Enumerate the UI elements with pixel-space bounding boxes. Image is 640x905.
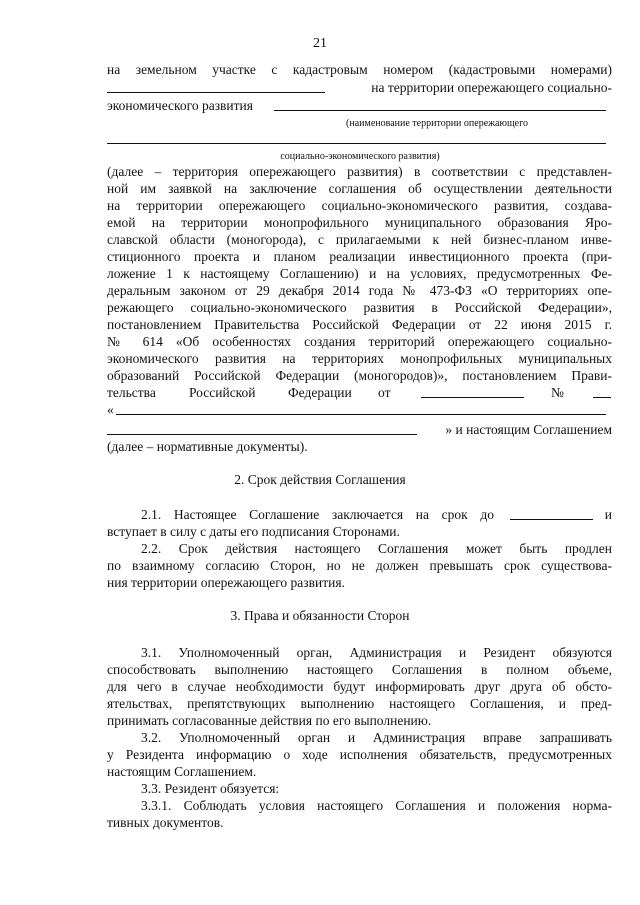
decree-word: Федерации (288, 385, 352, 400)
body-line: емой на территории монопрофильного муниципального образования Яро- (107, 215, 612, 230)
clause-2-2-line: ния территории опережающего развития. (107, 575, 345, 590)
decree-word: от (378, 385, 391, 400)
blank-line (116, 414, 606, 415)
intro-line-2: на территории опережающего социально- (371, 80, 612, 95)
body-line: на территории опережающего социально-экономического развития, создава- (107, 198, 612, 213)
body-line: ной им заявкой на заключение соглашения об осуществлении деятельности (107, 181, 612, 196)
body-line: стиционного проекта и планом реализации инвестиционного проекта (при- (107, 249, 612, 264)
clause-2-2-line: по взаимному согласию Сторон, но не должен превышать срок существова- (107, 558, 612, 573)
clause-3-3-1-line: тивных документов. (107, 815, 224, 830)
body-line: ложение 1 к настоящему Соглашению) и на условиях, предусмотренных Фе- (107, 266, 612, 281)
clause-3-2-line: 3.2. Уполномоченный орган и Администрация вправе запрашивать (141, 730, 612, 745)
intro-line-3: экономического развития (107, 98, 253, 113)
body-line: образований Российской Федерации (моногородов)», постановлением Прави- (107, 368, 612, 383)
body-line: постановлением Правительства Российской Федерации от 22 июня 2015 г. (107, 317, 612, 332)
clause-3-2-line: настоящим Соглашением. (107, 764, 257, 779)
decree-word: тельства (107, 385, 156, 400)
section-2-heading: 2. Срок действия Соглашения (234, 472, 406, 487)
clause-3-1-line: способствовать выполнению настоящего Соглашения в полном объеме, (107, 662, 612, 677)
clause-2-1-line-1 (107, 506, 612, 523)
body-line: деральным законом от 29 декабря 2014 года № 473-ФЗ «О территориях опе- (107, 283, 612, 298)
date-blank (421, 386, 524, 398)
term-blank (510, 508, 593, 520)
decree-word: № (551, 385, 564, 400)
clause-3-1-line: принимать согласованные действия по его выполнению. (107, 713, 432, 728)
body-line: режающего социально-экономического развития в Российской Федерации», (107, 300, 612, 315)
clause-2-1-end: и (604, 507, 612, 522)
clause-3-1-line: для чего в случае необходимости будут информировать друг друга об обсто- (107, 679, 612, 694)
decree-line (107, 384, 612, 401)
body-line: № 614 «Об особенностях создания территорий опережающего социально- (107, 334, 612, 349)
blank-line (107, 92, 325, 93)
body-line: славской области (моногорода), с прилагаемыми к ней бизнес-планом инве- (107, 232, 612, 247)
number-blank (593, 386, 611, 398)
intro-last-line: (далее – нормативные документы). (107, 439, 308, 454)
caption-territory-name: (наименование территории опережающего (346, 118, 528, 129)
clause-2-1-line-2: вступает в силу с даты его подписания Сторонами. (107, 524, 400, 539)
section-3-heading: 3. Права и обязанности Сторон (230, 608, 410, 623)
blank-line (274, 110, 606, 111)
body-line: (далее – территория опережающего развития) в соответствии с представлен- (107, 164, 612, 179)
clause-3-1-line: 3.1. Уполномоченный орган, Администрация и Резидент обязуются (141, 645, 612, 660)
clause-3-1-line: ятельствах, препятствующих выполнению настоящего Соглашения, и пред- (107, 696, 612, 711)
clause-3-3-1-line: 3.3.1. Соблюдать условия настоящего Соглашения и положения норма- (141, 798, 612, 813)
clause-2-1-text: 2.1. Настоящее Соглашение заключается на срок до (141, 507, 494, 522)
quote-open: « (107, 402, 114, 417)
page-number: 21 (313, 36, 327, 51)
intro-line-1: на земельном участке с кадастровым номером (кадастровыми номерами) (107, 62, 612, 77)
blank-line (107, 143, 606, 144)
intro-tail: » и настоящим Соглашением (445, 422, 612, 437)
decree-word: Российской (189, 385, 256, 400)
clause-3-2-line: у Резидента информацию о ходе исполнения обязательств, предусмотренных (107, 747, 612, 762)
clause-3-3-line: 3.3. Резидент обязуется: (141, 781, 280, 796)
body-line: экономического развития на территориях монопрофильных муниципальных (107, 351, 612, 366)
blank-line (107, 434, 417, 435)
clause-2-2-line: 2.2. Срок действия настоящего Соглашения может быть продлен (141, 541, 612, 556)
caption-territory-type: социально-экономического развития) (280, 151, 440, 162)
